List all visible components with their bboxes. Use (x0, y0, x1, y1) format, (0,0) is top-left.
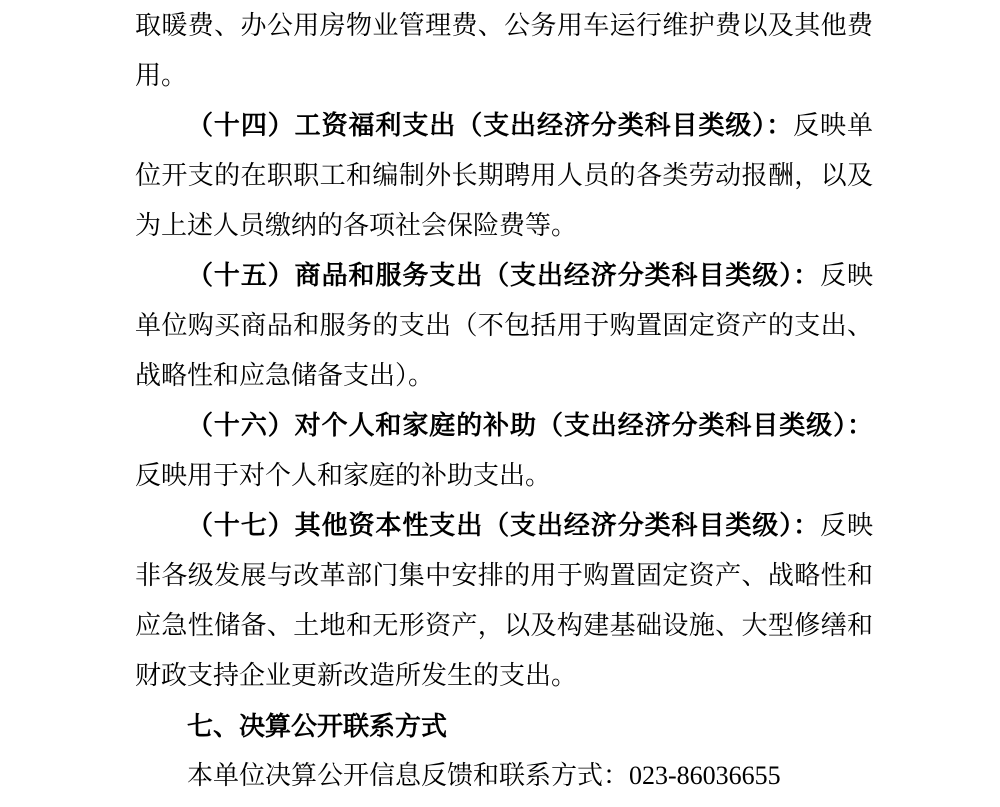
text-segment: 战略性和应急储备支出）。 (135, 361, 435, 390)
text-line (135, 451, 873, 501)
text-segment: 位开支的在职职工和编制外长期聘用人员的各类劳动报酬，以及 (135, 161, 873, 190)
text-segment: 用。 (135, 61, 188, 90)
text-line (135, 1, 873, 51)
clause-title-14: （十四）工资福利支出（支出经济分类科目类级）： (187, 111, 794, 140)
text-line (135, 401, 873, 451)
text-line (135, 351, 873, 401)
text-line (135, 551, 873, 601)
contact-phone: 023-86036655 (629, 761, 781, 790)
text-segment: 反映单 (793, 111, 873, 140)
text-line (135, 651, 873, 701)
contact-label: 本单位决算公开信息反馈和联系方式： (187, 761, 630, 790)
text-line (135, 251, 873, 301)
section-heading: 七、决算公开联系方式 (187, 711, 448, 741)
text-segment: 反映用于对个人和家庭的补助支出。 (135, 461, 552, 490)
clause-title-15: （十五）商品和服务支出（支出经济分类科目类级）： (187, 261, 821, 290)
text-line (135, 151, 873, 201)
text-line (135, 501, 873, 551)
text-segment: 非各级发展与改革部门集中安排的用于购置固定资产、战略性和 (135, 561, 873, 590)
text-segment: 反映 (820, 511, 873, 540)
text-segment: 取暖费、办公用房物业管理费、公务用车运行维护费以及其他费 (135, 11, 873, 40)
text-segment: 单位购买商品和服务的支出（不包括用于购置固定资产的支出、 (135, 311, 873, 340)
clause-title-17: （十七）其他资本性支出（支出经济分类科目类级）： (187, 511, 821, 540)
text-line (135, 51, 873, 101)
text-segment: 反映 (820, 261, 873, 290)
clause-title-16: （十六）对个人和家庭的补助（支出经济分类科目类级）： (187, 411, 873, 440)
text-line (135, 301, 873, 351)
text-segment: 财政支持企业更新改造所发生的支出。 (135, 661, 578, 690)
contact-line (135, 751, 873, 801)
text-line (135, 201, 873, 251)
text-line (135, 101, 873, 151)
text-line (135, 601, 873, 651)
text-segment: 为上述人员缴纳的各项社会保险费等。 (135, 211, 578, 240)
text-segment: 应急性储备、土地和无形资产，以及构建基础设施、大型修缮和 (135, 611, 873, 640)
